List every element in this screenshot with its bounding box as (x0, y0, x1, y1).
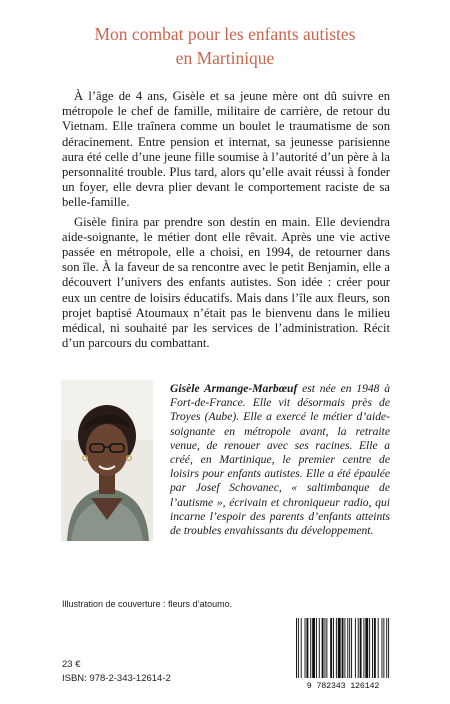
synopsis-paragraph-1: À l’âge de 4 ans, Gisèle et sa jeune mère ont dû suivre en métropole le chef de famille, militaire de carrière, de retour du Vietnam. Elle traînera comme un boulet le traumatisme de son déracinement. Entre pension et internat, sa jeunesse parisienne aura été celle d’une jeune fille soumise à l’autorité d’un père à la personnalité trouble. Plus tard, alors qu’elle avait réussi à fonder un foyer, elle devra plier devant le comportement raciste de sa belle-famille. (62, 89, 390, 210)
author-photo (61, 380, 153, 541)
illustration-credit: Illustration de couverture : fleurs d’atoumo. (62, 599, 233, 609)
title-line-1: Mon combat pour les enfants autistes (94, 24, 356, 44)
barcode-bars (294, 618, 392, 680)
barcode (294, 618, 392, 692)
author-bio (170, 382, 390, 538)
author-bio-text: est née en 1948 à Fort-de-France. Elle vit désormais près de Troyes (Aube). Elle a exercé le métier d’aide-soignante en métropole avant, la retraite venue, de renouer avec ses racines. Elle a créé, en Martinique, le premier centre de loisirs pour enfants autistes. Elle a été épaulée par Josef Schovanec, « saltimbanque de l’autisme », écrivain et chroniqueur radio, qui incarne l’espoir des parents d’enfants atteints de troubles envahissants du développement. (170, 382, 391, 538)
price: 23 € (62, 659, 81, 670)
isbn: ISBN: 978-2-343-12614-2 (62, 673, 171, 684)
title-line-2: en Martinique (175, 48, 275, 68)
synopsis (62, 89, 390, 355)
synopsis-paragraph-2: Gisèle finira par prendre son destin en main. Elle deviendra aide-soignante, le métier dont elle rêvait. Après une vie active passée en métropole, elle a choisi, en 1994, de retourner dans son île. À la faveur de sa rencontre avec le petit Benjamin, elle a découvert l’univers des enfants autistes. Son idée : créer pour eux un centre de loisirs éducatifs. Mais dans l’île aux fleurs, son projet baptisé Atoumaux n’était pas le bienvenu dans le milieu médical, ni souhaité par les services de l’administration. Récit d’un parcours du combattant. (62, 214, 390, 351)
book-title (40, 22, 410, 70)
barcode-digits: 9 782343 126142 (306, 681, 380, 691)
author-name: Gisèle Armange-Marbœuf (170, 382, 298, 395)
